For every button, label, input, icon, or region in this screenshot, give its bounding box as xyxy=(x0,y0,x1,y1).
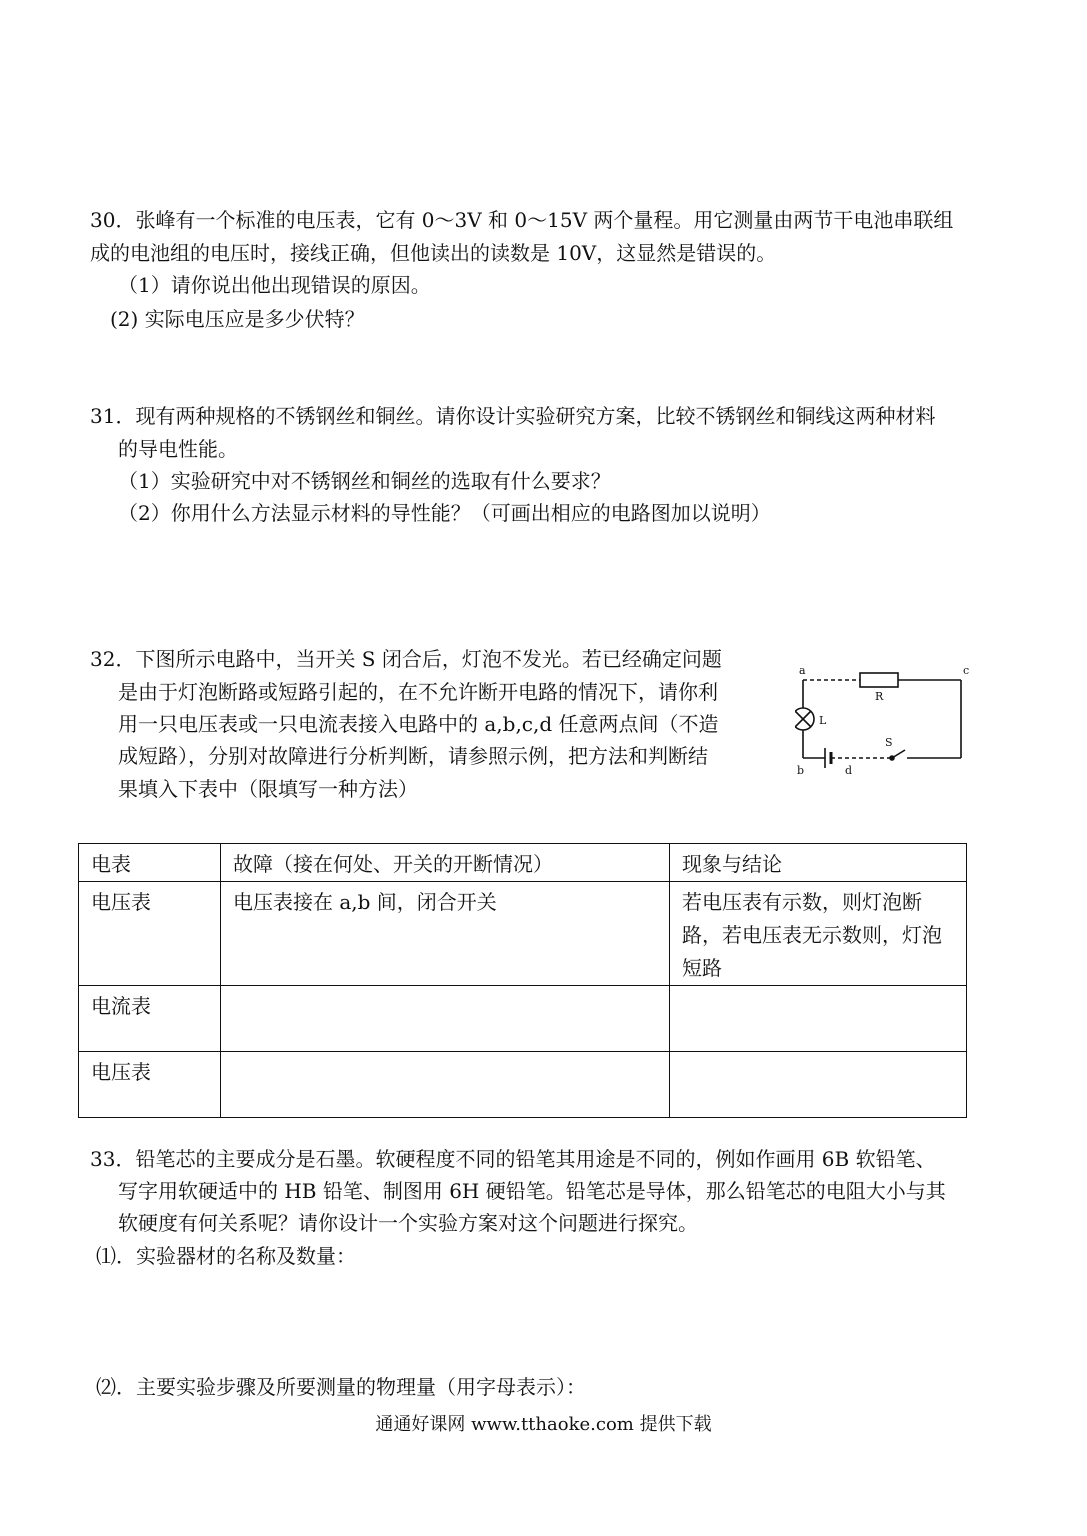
q32-line-5: 果填入下表中（限填写一种方法） xyxy=(118,777,418,801)
label-a: a xyxy=(799,664,806,677)
label-b: b xyxy=(797,764,805,777)
q33-sub-2: ⑵．主要实验步骤及所要测量的物理量（用字母表示）： xyxy=(96,1375,586,1399)
q31-sub-2: （2）你用什么方法显示材料的导性能？（可画出相应的电路图加以说明） xyxy=(118,501,771,525)
resistor-icon xyxy=(860,673,898,687)
cell-result xyxy=(670,1052,967,1118)
q33-sub-1: ⑴．实验器材的名称及数量： xyxy=(96,1244,356,1268)
table-row xyxy=(79,882,967,986)
q32-line-2: 是由于灯泡断路或短路引起的，在不允许断开电路的情况下，请你利 xyxy=(118,680,718,704)
q31-line-2: 的导电性能。 xyxy=(118,437,238,461)
cell-meter: 电流表 xyxy=(79,986,221,1052)
q32-line-3: 用一只电压表或一只电流表接入电路中的 a,b,c,d 任意两点间（不造 xyxy=(118,712,719,736)
q32-line-4: 成短路），分别对故障进行分析判断，请参照示例，把方法和判断结 xyxy=(118,744,708,768)
cell-result-line-1: 若电压表有示数，则灯泡断 xyxy=(682,890,922,914)
cell-result-line-2: 路，若电压表无示数则，灯泡 xyxy=(682,923,942,947)
label-c: c xyxy=(963,664,970,677)
q32-line-1: 32．下图所示电路中，当开关 S 闭合后，灯泡不发光。若已经确定问题 xyxy=(90,647,722,671)
switch-icon xyxy=(892,750,905,758)
label-d: d xyxy=(845,764,853,777)
q30-sub-1: （1）请你说出他出现错误的原因。 xyxy=(118,273,431,297)
q33-line-1: 33．铅笔芯的主要成分是石墨。软硬程度不同的铅笔其用途是不同的，例如作画用 6B 软铅笔、 xyxy=(90,1147,936,1171)
q33-line-2: 写字用软硬适中的 HB 铅笔、制图用 6H 硬铅笔。铅笔芯是导体，那么铅笔芯的电阻大小与其 xyxy=(118,1179,946,1203)
cell-result-line-3: 短路 xyxy=(682,956,722,980)
cell-fault: 电压表接在 a,b 间，闭合开关 xyxy=(221,882,670,986)
label-l: L xyxy=(819,714,827,727)
label-s: S xyxy=(885,736,893,749)
table-row xyxy=(79,1052,967,1118)
cell-fault xyxy=(221,986,670,1052)
cell-meter: 电压表 xyxy=(79,1052,221,1118)
label-r: R xyxy=(875,690,884,703)
fault-table xyxy=(78,843,967,1118)
cell-meter: 电压表 xyxy=(79,882,221,986)
q30-line-2: 成的电池组的电压时，接线正确，但他读出的读数是 10V，这显然是错误的。 xyxy=(90,241,777,265)
q31-sub-1: （1）实验研究中对不锈钢丝和铜丝的选取有什么要求？ xyxy=(118,469,611,493)
q30-sub-2: (2) 实际电压应是多少伏特？ xyxy=(110,307,365,331)
cell-result xyxy=(670,986,967,1052)
cell-fault xyxy=(221,1052,670,1118)
q31-line-1: 31．现有两种规格的不锈钢丝和铜丝。请你设计实验研究方案，比较不锈钢丝和铜线这两种材料 xyxy=(90,404,936,428)
q30-line-1: 30．张峰有一个标准的电压表，它有 0～3V 和 0～15V 两个量程。用它测量由两节干电池串联组 xyxy=(90,208,954,232)
circuit-diagram xyxy=(795,662,970,777)
footer-text: 通通好课网 www.tthaoke.com 提供下载 xyxy=(375,1414,712,1435)
table-row xyxy=(79,986,967,1052)
header-fault: 故障（接在何处、开关的开断情况） xyxy=(221,844,670,882)
header-meter: 电表 xyxy=(79,844,221,882)
table-header-row xyxy=(79,844,967,882)
lamp-icon xyxy=(795,708,814,730)
q33-line-3: 软硬度有何关系呢？请你设计一个实验方案对这个问题进行探究。 xyxy=(118,1211,698,1235)
cell-result xyxy=(670,882,967,986)
header-result: 现象与结论 xyxy=(670,844,967,882)
